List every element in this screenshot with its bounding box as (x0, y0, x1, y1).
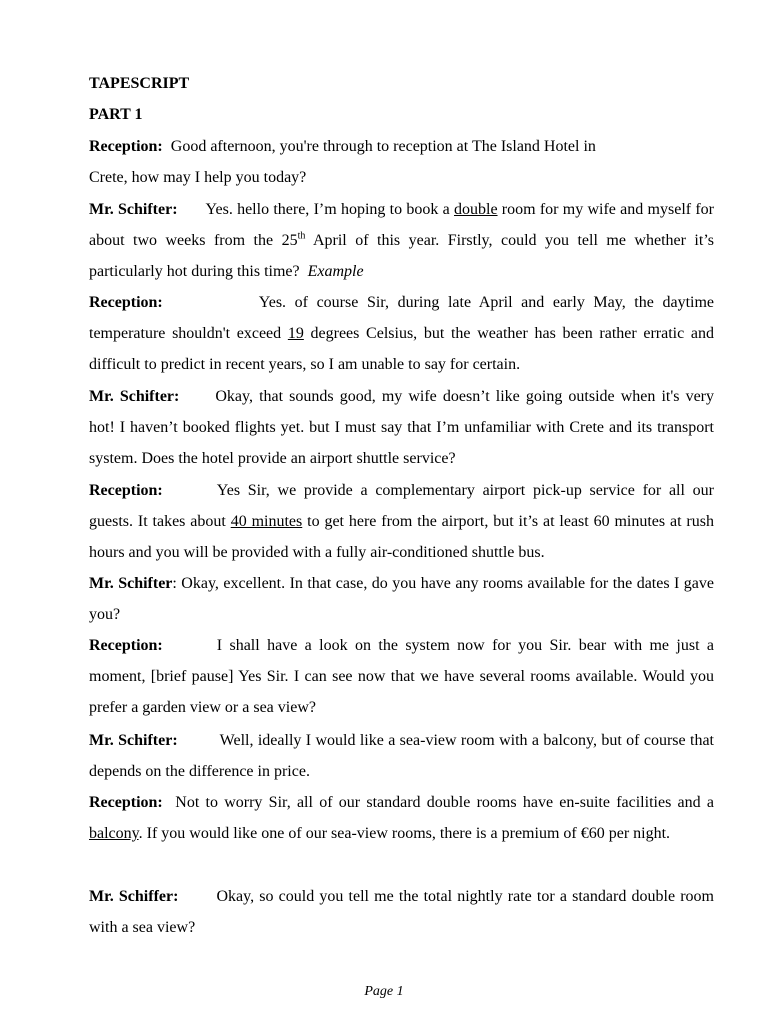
dialogue-turn-9 (89, 787, 714, 849)
speaker-label: Mr. Schifter: (89, 732, 178, 749)
dialogue-turn-6 (89, 568, 714, 630)
turn-text: to get here from the airport, but it’s at least 60 minutes at rush hours and you will be provided with a fully air-conditioned shuttle bus. (89, 513, 714, 562)
turn-text: Okay, that sounds good, my wife doesn’t like going outside when it's very hot! I haven’t booked flights yet. but I must say that I’m unfamiliar with Crete and its transport system. Does the hotel provide an airport shuttle service? (89, 388, 715, 468)
dialogue-turn-8 (89, 725, 714, 787)
turn-text: Yes Sir, we provide a complementary airport pick-up service for all our guests. It takes about (89, 482, 714, 531)
speaker-label: Mr. Schifter (89, 575, 173, 592)
example-label: Example (307, 263, 364, 281)
turn-text: April of this year. Firstly, could you tell me whether it’s particularly hot during this time? (89, 232, 714, 281)
speaker-label: Mr. Schifter: (89, 201, 178, 218)
underlined-answer: 40 minutes (230, 513, 303, 531)
turn-text: I shall have a look on the system now for you Sir. bear with me just a moment, [brief pause] Yes Sir. I can see now that we have several rooms available. Would you prefer a garden view or a sea view? (89, 637, 714, 717)
speaker-label: Reception: (89, 637, 163, 654)
dialogue-turn-5 (89, 475, 714, 569)
dialogue-turn-10 (89, 881, 714, 943)
turn-text-continued: Crete, how may I help you today? (89, 169, 307, 187)
turn-text: degrees Celsius, but the weather has been rather erratic and difficult to predict in recent years, so I am unable to say for certain. (89, 325, 715, 374)
speaker-label: Reception: (89, 138, 163, 155)
page-number: Page 1 (364, 984, 404, 999)
document-title: TAPESCRIPT (89, 75, 190, 92)
turn-text: : Okay, excellent. In that case, do you have any rooms available for the dates I gave you? (89, 575, 715, 624)
speaker-label: Reception: (89, 482, 163, 499)
turn-text: Okay, so could you tell me the total nightly rate tor a standard double room with a sea view? (89, 888, 715, 937)
turn-text: Well, ideally I would like a sea-view room with a balcony, but of course that depends on the difference in price. (89, 732, 715, 781)
turn-text: Yes. of course Sir, during late April and early May, the daytime temperature shouldn't exceed (89, 294, 714, 343)
speaker-label: Mr. Schifter: (89, 388, 180, 405)
dialogue-turn-3 (89, 287, 714, 381)
turn-text: Not to worry Sir, all of our standard double rooms have en-suite facilities and a (175, 794, 714, 811)
dialogue-turn-2 (89, 194, 714, 288)
ordinal-suffix: th (297, 230, 306, 242)
dialogue-turn-7 (89, 630, 714, 724)
speaker-label: Mr. Schiffer: (89, 888, 179, 905)
underlined-answer: balcony (89, 825, 139, 843)
dialogue-turn-4 (89, 381, 714, 475)
dialogue-turn-1 (89, 131, 714, 193)
speaker-label: Reception: (89, 794, 163, 811)
turn-text: room for my wife and myself for about two weeks from the 25 (89, 201, 715, 250)
part-heading: PART 1 (89, 106, 143, 123)
turn-text: Good afternoon, you're through to reception at The Island Hotel in (170, 138, 596, 155)
speaker-label: Reception: (89, 294, 163, 311)
turn-text: Yes. hello there, I’m hoping to book a (205, 201, 454, 218)
turn-text: . If you would like one of our sea-view rooms, there is a premium of €60 per night. (138, 825, 671, 843)
underlined-answer: double (454, 201, 498, 218)
underlined-answer: 19 (287, 325, 304, 343)
